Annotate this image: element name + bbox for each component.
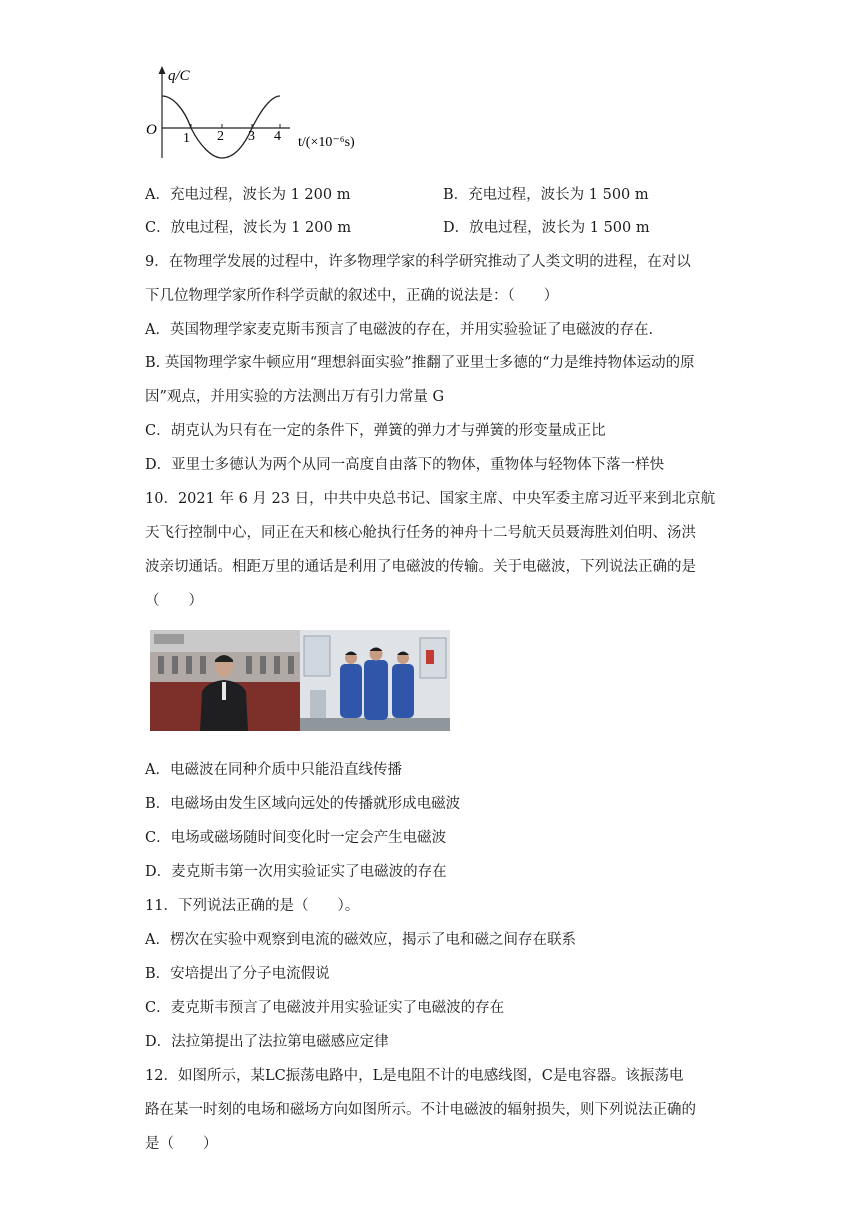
y-axis-label: q/C <box>168 68 190 84</box>
q12-stem-line-2: 路在某一时刻的电场和磁场方向如图所示。不计电磁波的辐射损失，则下列说法正确的 <box>145 1102 696 1118</box>
q-t-graph <box>140 62 380 162</box>
tick-label-1: 1 <box>183 131 190 146</box>
tick-label-3: 3 <box>248 129 255 144</box>
q10-option-a: A．电磁波在同种介质中只能沿直线传播 <box>145 762 402 778</box>
q9-option-b-line-2: 因”观点，并用实验的方法测出万有引力常量 G <box>145 389 445 405</box>
q8-option-d: D．放电过程，波长为 1 500 m <box>443 220 650 236</box>
q9-stem-line-2: 下几位物理学家所作科学贡献的叙述中，正确的说法是：（ ） <box>145 288 559 304</box>
q-curve <box>162 96 280 158</box>
q10-option-d: D．麦克斯韦第一次用实验证实了电磁波的存在 <box>145 864 447 880</box>
q10-option-b: B．电磁场由发生区域向远处的传播就形成电磁波 <box>145 796 461 812</box>
q8-option-b: B．充电过程，波长为 1 500 m <box>443 187 649 203</box>
q10-stem-line-3: 波亲切通话。相距万里的通话是利用了电磁波的传输。关于电磁波，下列说法正确的是 <box>145 559 696 575</box>
tick-label-2: 2 <box>217 129 224 144</box>
q12-stem-line-3: 是（ ） <box>145 1136 218 1152</box>
q9-option-a: A．英国物理学家麦克斯韦预言了电磁波的存在，并用实验验证了电磁波的存在. <box>145 322 654 338</box>
q10-stem-line-2: 天飞行控制中心，同正在天和核心舱执行任务的神舟十二号航天员聂海胜刘伯明、汤洪 <box>145 525 696 541</box>
q11-option-c: C．麦克斯韦预言了电磁波并用实验证实了电磁波的存在 <box>145 1000 505 1016</box>
video-call-photo <box>150 630 450 731</box>
q11-option-b: B．安培提出了分子电流假说 <box>145 966 330 982</box>
q9-option-c: C．胡克认为只有在一定的条件下，弹簧的弹力才与弹簧的形变量成正比 <box>145 423 606 439</box>
q11-stem: 11．下列说法正确的是（ ）。 <box>145 898 360 914</box>
q8-option-c: C．放电过程，波长为 1 200 m <box>145 220 352 236</box>
q9-stem-line-1: 9．在物理学发展的过程中，许多物理学家的科学研究推动了人类文明的进程，在对以 <box>145 254 691 270</box>
y-axis-arrow <box>159 66 166 74</box>
q11-option-a: A．楞次在实验中观察到电流的磁效应，揭示了电和磁之间存在联系 <box>145 932 576 948</box>
q9-option-d: D．亚里士多德认为两个从同一高度自由落下的物体，重物体与轻物体下落一样快 <box>145 457 665 473</box>
q10-stem-line-4: （ ） <box>145 593 203 609</box>
q11-option-d: D．法拉第提出了法拉第电磁感应定律 <box>145 1034 389 1050</box>
q12-stem-line-1: 12．如图所示，某LC振荡电路中，L是电阻不计的电感线图，C是电容器。该振荡电 <box>145 1068 684 1084</box>
tick-label-4: 4 <box>274 129 281 144</box>
q8-option-a: A．充电过程，波长为 1 200 m <box>145 187 351 203</box>
q10-option-c: C．电场或磁场随时间变化时一定会产生电磁波 <box>145 830 447 846</box>
x-axis-label: t/(×10⁻⁶s) <box>298 135 355 150</box>
origin-label: O <box>146 122 157 138</box>
q9-option-b-line-1: B. 英国物理学家牛顿应用“理想斜面实验”推翻了亚里士多德的“力是维持物体运动的原 <box>145 355 695 371</box>
q10-stem-line-1: 10．2021 年 6 月 23 日，中共中央总书记、国家主席、中央军委主席习近平来到北京航 <box>145 491 716 507</box>
